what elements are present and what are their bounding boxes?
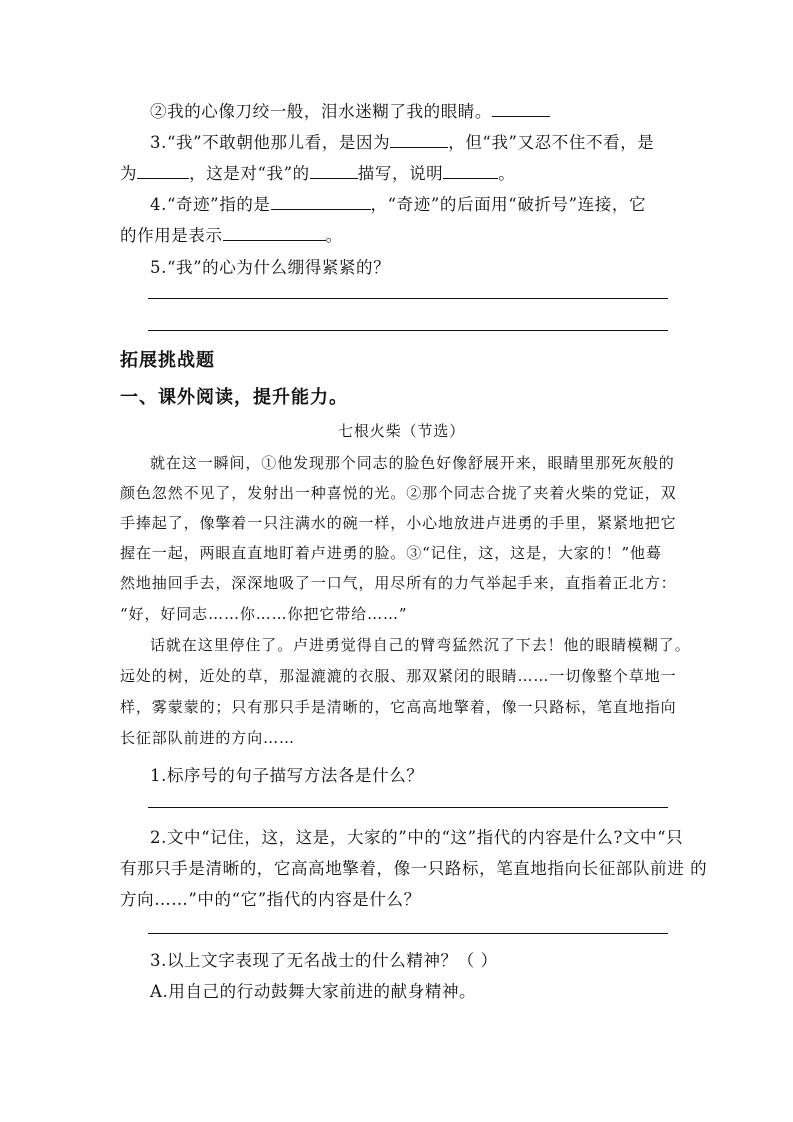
passage-line: 长征部队前进的方向……	[120, 729, 295, 747]
answer-blank[interactable]	[271, 195, 371, 210]
question-3-text-d: ，这是对“我”的	[189, 164, 310, 183]
answer-blank[interactable]	[390, 133, 448, 148]
passage-line: 然地抽回手去，深深地吸了一口气，用尽所有的力气举起手来，直指着正北方：	[120, 574, 677, 592]
reading-question-3: 3.以上文字表现了无名战士的什么精神？（ ）	[150, 951, 498, 970]
answer-blank[interactable]	[310, 164, 358, 179]
question-4-text-c: 的作用是表示	[120, 226, 223, 245]
answer-line[interactable]	[148, 330, 668, 331]
question-2-sub-item	[150, 98, 550, 122]
question-3-text-c: 为	[120, 164, 138, 183]
question-3-text-f: 。	[498, 164, 516, 183]
reading-question-2-line-3: 方向……”中的“它”指代的内容是什么？	[120, 890, 421, 909]
answer-blank[interactable]	[223, 226, 326, 241]
question-4-text-a: 4.“奇迹”指的是	[150, 195, 271, 214]
passage-line: 颜色忽然不见了，发射出一种喜悦的光。②那个同志合拢了夹着火柴的党证，双	[120, 484, 677, 502]
answer-blank[interactable]	[443, 164, 498, 179]
section-subtitle: 一、课外阅读，提升能力。	[120, 387, 348, 408]
question-4-line-1	[150, 191, 646, 215]
question-3-text-b: ，但“我”又忍不住不看，是	[448, 133, 655, 152]
question-4-text-d: 。	[325, 226, 343, 245]
question-2-sub-text: ②我的心像刀绞一般，泪水迷糊了我的眼睛。	[150, 102, 492, 121]
answer-line[interactable]	[148, 298, 668, 299]
passage-line: 就在这一瞬间，①他发现那个同志的脸色好像舒展开来，眼睛里那死灰般的	[150, 454, 675, 472]
answer-blank[interactable]	[137, 164, 189, 179]
question-5: 5.“我”的心为什么绷得紧紧的？	[150, 258, 391, 277]
passage-line: 样，雾蒙蒙的；只有那只手是清晰的，它高高地擎着，像一只路标，笔直地指向	[120, 698, 677, 716]
question-4-text-b: ，“奇迹”的后面用“破折号”连接，它	[370, 195, 647, 214]
passage-line: 话就在这里停住了。卢进勇觉得自己的臂弯猛然沉了下去！他的眼睛模糊了。	[150, 636, 691, 654]
passage-line: “好，好同志……你……你把它带给……”	[120, 605, 408, 623]
question-3-line-2	[120, 160, 515, 184]
passage-line: 手捧起了，像擎着一只注满水的碗一样，小心地放进卢进勇的手里，紧紧地把它	[120, 514, 677, 532]
answer-line[interactable]	[148, 933, 668, 934]
reading-question-2-line-2: 有那只手是清晰的，它高高地擎着，像一只路标，笔直地指向长征部队前进 的	[120, 859, 708, 878]
question-4-line-2	[120, 222, 343, 246]
question-3-text-e: 描写，说明	[357, 164, 444, 183]
option-a[interactable]: A.用自己的行动鼓舞大家前进的献身精神。	[150, 982, 477, 1001]
question-3-line-1	[150, 129, 654, 153]
answer-line[interactable]	[148, 807, 668, 808]
reading-question-2-line-1: 2.文中“记住，这，这是，大家的”中的“这”指代的内容是什么?文中“只	[150, 828, 684, 847]
question-3-text-a: 3.“我”不敢朝他那儿看，是因为	[150, 133, 391, 152]
passage-line: 远处的树，近处的草，那湿漉漉的衣服、那双紧闭的眼睛……一切像整个草地一	[120, 667, 677, 685]
reading-title: 七根火柴（节选）	[338, 422, 466, 440]
reading-question-1: 1.标序号的句子描写方法各是什么？	[150, 766, 424, 785]
section-title: 拓展挑战题	[120, 350, 215, 371]
passage-line: 握在一起，两眼直直地盯着卢进勇的脸。③“记住，这，这是，大家的！”他蓦	[120, 544, 662, 562]
answer-blank[interactable]	[492, 102, 550, 117]
